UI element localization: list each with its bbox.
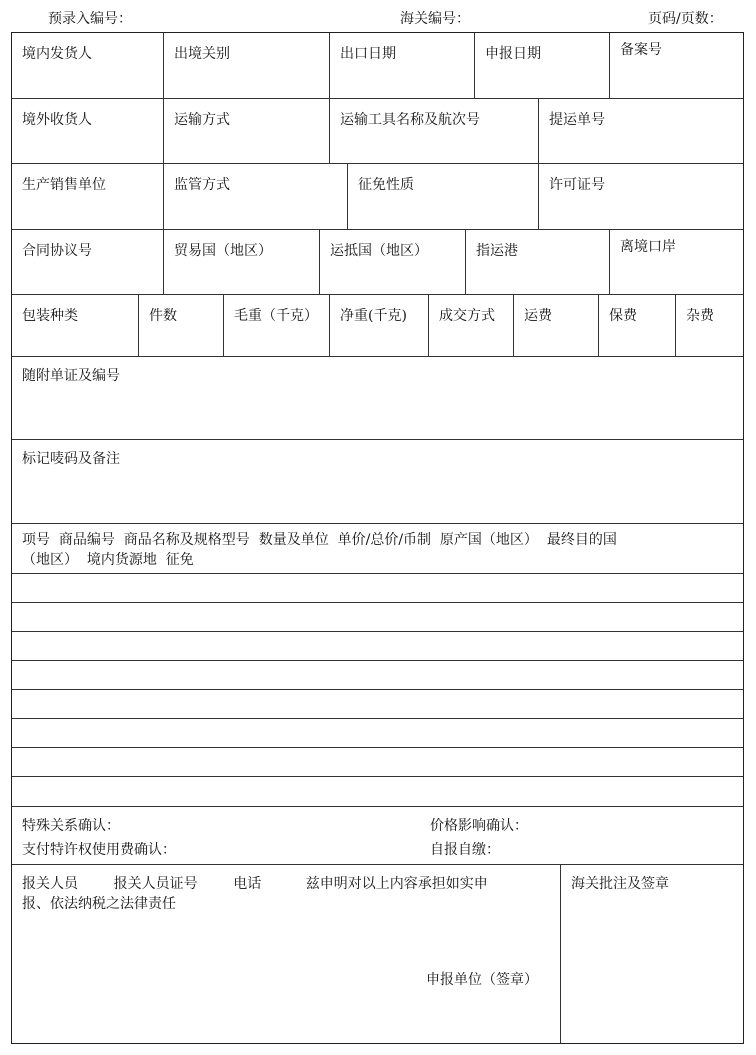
goods-line[interactable] [12, 748, 743, 777]
attachments-label: 随附单证及编号 [22, 368, 120, 384]
form-row-3 [12, 164, 743, 230]
transport-mode-field[interactable]: 运输方式 [164, 99, 330, 163]
declaration-form [11, 32, 744, 1044]
marks-label: 标记唛码及备注 [22, 451, 120, 467]
goods-line[interactable] [12, 603, 743, 632]
goods-line[interactable] [12, 661, 743, 690]
transaction-mode-field[interactable]: 成交方式 [429, 295, 514, 356]
form-row-5 [12, 295, 743, 357]
destination-country-field[interactable]: 运抵国（地区） [320, 230, 466, 294]
goods-line[interactable] [12, 574, 743, 603]
marks-section[interactable] [12, 440, 743, 524]
goods-header-line-2: （地区） 境内货源地 征免 [22, 552, 194, 568]
form-row-2 [12, 99, 743, 164]
export-date-field[interactable]: 出口日期 [330, 33, 475, 98]
exemption-nature-field[interactable]: 征免性质 [348, 164, 539, 229]
misc-charges-field[interactable]: 杂费 [686, 308, 714, 324]
freight-field[interactable]: 运费 [514, 295, 599, 356]
exit-port-field[interactable]: 离境口岸 [620, 239, 676, 255]
bill-of-lading-field[interactable]: 提运单号 [549, 112, 605, 128]
trade-country-field[interactable]: 贸易国（地区） [164, 230, 320, 294]
net-weight-field[interactable]: 净重(千克) [330, 295, 429, 356]
self-report-label[interactable]: 自报自缴： [430, 842, 500, 858]
goods-line[interactable] [12, 632, 743, 661]
pre-entry-number-label: 预录入编号： [48, 11, 132, 27]
declarant-section [12, 865, 561, 1043]
customs-approval-label: 海关批注及签章 [571, 876, 669, 892]
package-count-field[interactable]: 件数 [139, 295, 224, 356]
customs-approval-section[interactable] [561, 865, 743, 1043]
form-row-1 [12, 33, 743, 99]
goods-line[interactable] [12, 719, 743, 748]
gross-weight-field[interactable]: 毛重（千克） [224, 295, 330, 356]
declaring-unit-seal[interactable]: 申报单位（签章） [426, 972, 538, 988]
confirmation-section [12, 807, 743, 865]
customs-number-label: 海关编号： [400, 11, 470, 27]
declarant-statement-line-1: 报关人员 报关人员证号 电话 兹申明对以上内容承担如实申 [22, 876, 488, 892]
goods-line[interactable] [12, 777, 743, 807]
insurance-field[interactable]: 保费 [599, 295, 676, 356]
record-number-field[interactable]: 备案号 [620, 42, 662, 58]
royalty-payment-label[interactable]: 支付特许权使用费确认： [22, 842, 176, 858]
overseas-consignee-field[interactable]: 境外收货人 [12, 99, 164, 163]
form-row-4 [12, 230, 743, 295]
page-number-label: 页码/页数： [648, 11, 723, 27]
goods-header-line-1: 项号 商品编号 商品名称及规格型号 数量及单位 单价/总价/币制 原产国（地区） 最终目的国 [22, 532, 617, 548]
domestic-consignor-field[interactable]: 境内发货人 [12, 33, 164, 98]
vessel-voyage-field[interactable]: 运输工具名称及航次号 [330, 99, 539, 163]
goods-line[interactable] [12, 690, 743, 719]
destination-port-field[interactable]: 指运港 [466, 230, 610, 294]
declaration-date-field[interactable]: 申报日期 [475, 33, 610, 98]
package-type-field[interactable]: 包装种类 [12, 295, 139, 356]
price-impact-label[interactable]: 价格影响确认： [430, 818, 528, 834]
declarant-statement-line-2: 报、依法纳税之法律责任 [22, 896, 176, 912]
exit-customs-field[interactable]: 出境关别 [164, 33, 330, 98]
producer-seller-field[interactable]: 生产销售单位 [12, 164, 164, 229]
contract-number-field[interactable]: 合同协议号 [12, 230, 164, 294]
attachments-section[interactable] [12, 357, 743, 440]
supervision-mode-field[interactable]: 监管方式 [164, 164, 348, 229]
license-number-field[interactable]: 许可证号 [549, 177, 605, 193]
special-relation-label[interactable]: 特殊关系确认： [22, 818, 120, 834]
goods-header [12, 524, 743, 574]
